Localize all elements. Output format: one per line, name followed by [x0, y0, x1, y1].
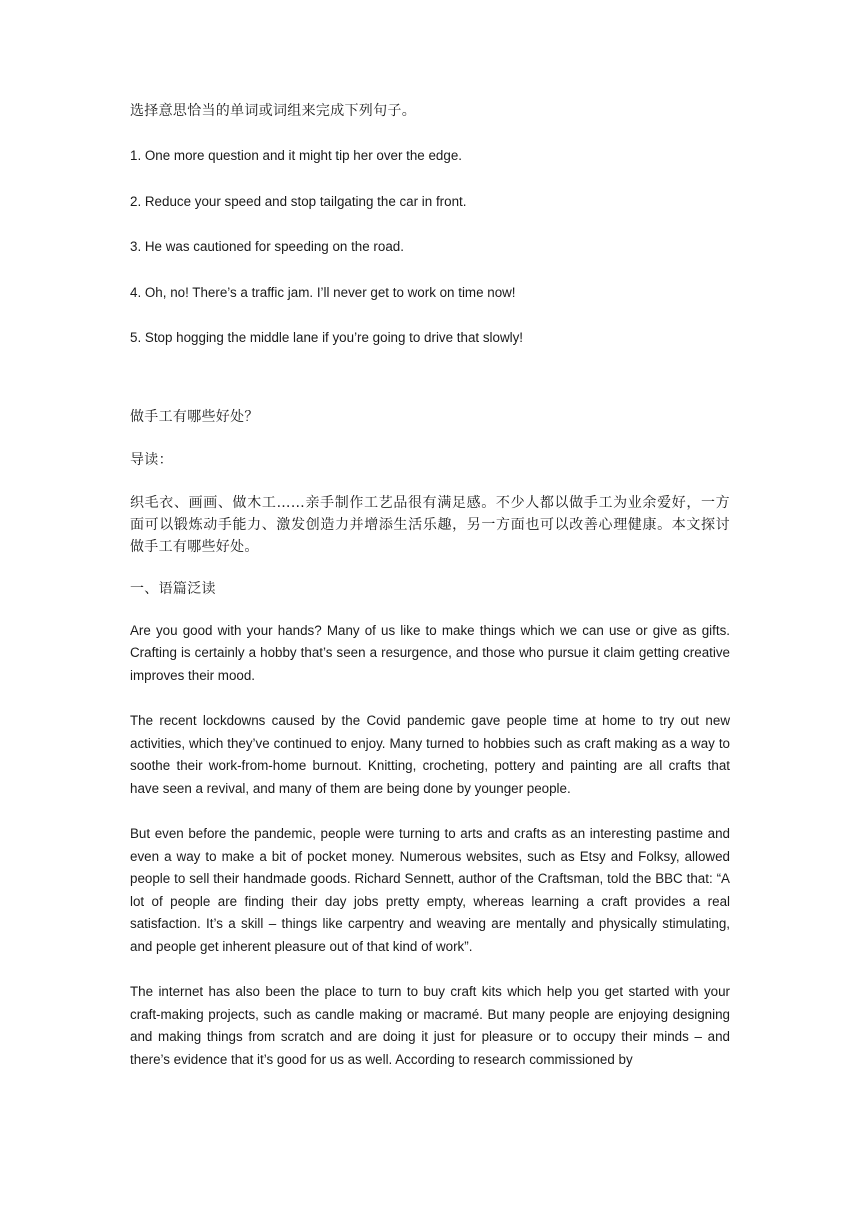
- document-page: [130, 100, 730, 1071]
- exercise-instruction: 选择意思恰当的单词或词组来完成下列句子。: [130, 103, 416, 119]
- sentence-item: 3. He was cautioned for speeding on the road.: [130, 239, 404, 254]
- article-body: [130, 620, 730, 1072]
- article-title: 做手工有哪些好处？: [130, 408, 259, 425]
- section-spacer: [130, 350, 730, 406]
- article-paragraph: The recent lockdowns caused by the Covid pandemic gave people time at home to try out new activities, which they’ve continued to enjoy. Many turned to hobbies such as craft making as a way to soothe their work-from-home burnout. Knitting, crocheting, pottery and painting are all crafts that have seen a revival, and many of them are being done by younger people.: [130, 713, 730, 796]
- sentence-item: 4. Oh, no! There’s a traffic jam. I’ll never get to work on time now!: [130, 284, 516, 300]
- article-intro: 织毛衣、画画、做木工……亲手制作工艺品很有满足感。不少人都以做手工为业余爱好，一方面可以锻炼动手能力、激发创造力并增添生活乐趣，另一方面也可以改善心理健康。本文探讨做手工有哪些好处。: [130, 494, 730, 555]
- sentence-item: 2. Reduce your speed and stop tailgating the car in front.: [130, 193, 467, 209]
- section-heading: 一、语篇泛读: [130, 580, 216, 597]
- article-paragraph: Are you good with your hands? Many of us like to make things which we can use or give as gifts. Crafting is certainly a hobby that’s seen a resurgence, and those who pursue it claim getting creative improves their mood.: [130, 622, 730, 683]
- sentence-list: [130, 145, 730, 350]
- article-paragraph: But even before the pandemic, people were turning to arts and crafts as an interesting pastime and even a way to make a bit of pocket money. Numerous websites, such as Etsy and Folksy, allowed people to sell their handmade goods. Richard Sennett, author of the Craftsman, told the BBC that: “A lot of people are finding their day jobs pretty empty, whereas learning a craft provides a real satisfaction. It’s a skill – things like carpentry and weaving are mentally and physically stimulating, and people get inherent pleasure out of that kind of work”.: [130, 826, 730, 954]
- lead-label: 导读：: [130, 451, 173, 468]
- sentence-item: 1. One more question and it might tip her over the edge.: [130, 148, 462, 163]
- sentence-item: 5. Stop hogging the middle lane if you’re going to drive that slowly!: [130, 330, 524, 345]
- article-paragraph: The internet has also been the place to turn to buy craft kits which help you get started with your craft-making projects, such as candle making or macramé. But many people are enjoying designing and making things from scratch and are doing it just for pleasure or to occupy their minds – and there’s evidence that it’s good for us as well. According to research commissioned by: [130, 984, 730, 1067]
